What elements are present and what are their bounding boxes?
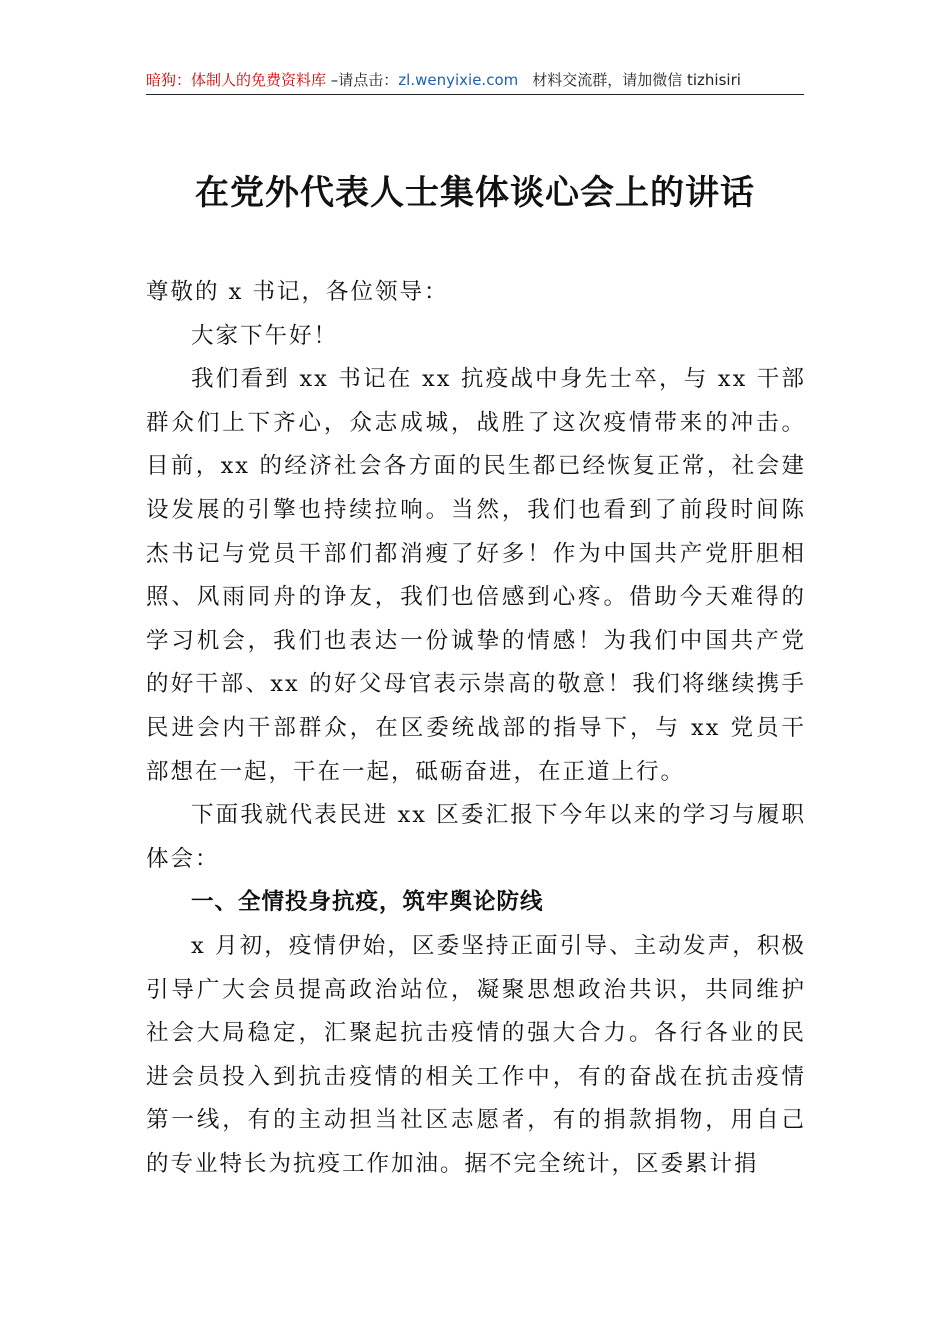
body-paragraph-1: 我们看到 xx 书记在 xx 抗疫战中身先士卒，与 xx 干部群众们上下齐心，众志成城，战胜了这次疫情带来的冲击。目前，xx 的经济社会各方面的民生都已经恢复正常，社会建设发展的引擎也持续拉响。当然，我们也看到了前段时间陈杰书记与党员干部们都消瘦了好多！作为中国共产党肝胆相照、风雨同舟的诤友，我们也倍感到心疼。借助今天难得的学习机会，我们也表达一份诚挚的情感！为我们中国共产党的好干部、xx 的好父母官表示崇高的敬意！我们将继续携手民进会内干部群众，在区委统战部的指导下，与 xx 党员干部想在一起，干在一起，砥砺奋进，在正道上行。 <box>146 366 806 785</box>
section-heading-1: 一、全情投身抗疫，筑牢舆论防线 <box>191 889 544 916</box>
document-body <box>146 271 806 1186</box>
header-prompt-text: –请点击： <box>326 71 399 89</box>
salutation: 尊敬的 x 书记，各位领导： <box>146 279 449 305</box>
document-title: 在党外代表人士集体谈心会上的讲话 <box>195 173 755 213</box>
header-brand-text: 暗狗：体制人的免费资料库 <box>146 71 327 89</box>
greeting: 大家下午好！ <box>191 322 339 349</box>
page-header-banner <box>146 68 804 95</box>
header-contact-text: 材料交流群，请加微信 tizhisiri <box>532 71 741 89</box>
header-website-link[interactable]: zl.wenyixie.com <box>398 71 519 89</box>
body-paragraph-3: x 月初，疫情伊始，区委坚持正面引导、主动发声，积极引导广大会员提高政治站位，凝聚思想政治共识，共同维护社会大局稳定，汇聚起抗击疫情的强大合力。各行各业的民进会员投入到抗击疫情的相关工作中，有的奋战在抗击疫情第一线，有的主动担当社区志愿者，有的捐款捐物，用自己的专业特长为抗疫工作加油。据不完全统计，区委累计捐 <box>146 932 806 1177</box>
body-paragraph-2: 下面我就代表民进 xx 区委汇报下今年以来的学习与履职体会： <box>146 802 806 872</box>
